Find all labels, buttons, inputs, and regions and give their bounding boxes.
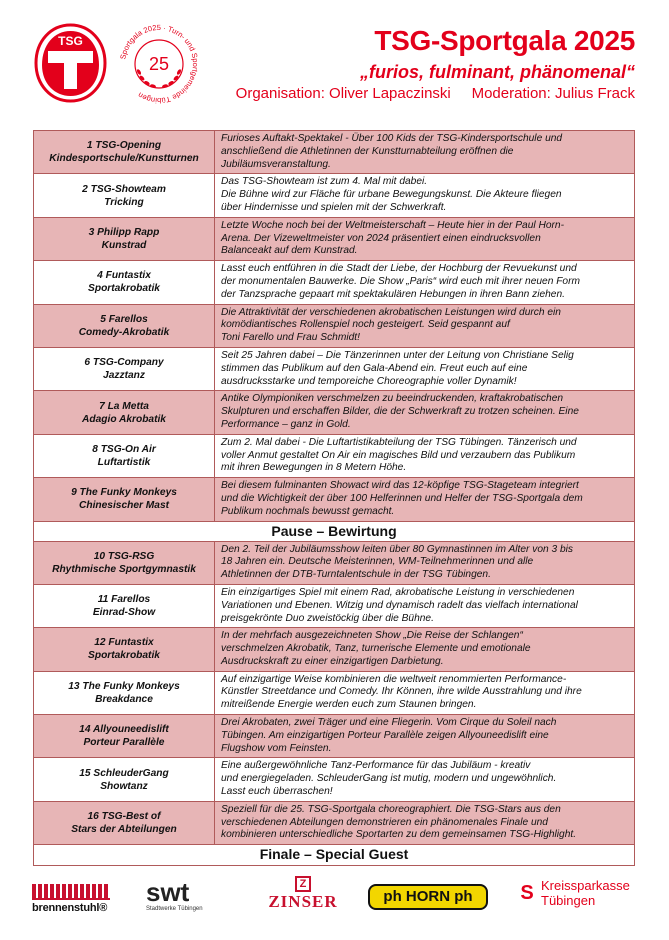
description-line: Performance – ganz in Gold. (221, 418, 351, 430)
program-row (34, 478, 634, 521)
sponsor-bar (30, 872, 640, 922)
act-discipline: Comedy-Akrobatik (78, 326, 170, 338)
act-title (34, 174, 215, 216)
description-line: Tübingen. Am einzigartigen Porteur Parallèle zeigen Allyouneedislift eine (221, 729, 549, 741)
description-line: Athletinnen der DTB-Turntalentschule in der TSG Tübingen. (221, 569, 491, 581)
act-description (215, 261, 634, 303)
zinser-mark: Z (295, 876, 311, 892)
description-line: verschiedenen Abteilungen demonstrieren ein phänomenales Finale und (221, 816, 548, 828)
act-discipline: Adagio Akrobatik (82, 413, 166, 425)
act-title (34, 348, 215, 390)
brennenstuhl-name: brennenstuhl® (32, 902, 108, 914)
swt-name: swt (146, 877, 190, 907)
sponsor-zinser (268, 874, 338, 912)
brennenstuhl-logo-bar (32, 884, 110, 900)
act-description (215, 672, 634, 714)
description-line: Den 2. Teil der Jubiläumsshow leiten über 80 Gymnastinnen im Alter von 3 bis (221, 543, 574, 555)
header-title-block (236, 24, 635, 104)
description-line: und die Wichtigkeit der über 100 Helferinnen und Helfer der TSG-Sportgala dem (221, 492, 583, 504)
description-line: Auf einzigartige Weise kombinieren die weltweit renommierten Performance- (221, 673, 567, 685)
act-name: 1 TSG-Opening (86, 140, 162, 152)
page-subtitle: „furios, fulminant, phänomenal“ (359, 62, 635, 82)
act-name: 11 Farellos (97, 594, 151, 606)
act-discipline: Porteur Parallèle (83, 737, 165, 749)
description-line: und energiegeladen. SchleuderGang ist mutig, modern und ungewöhnlich. (221, 773, 557, 785)
description-line: komödiantisches Rollenspiel noch gesteigert. Seid gespannt auf (221, 319, 510, 331)
intermission-label: Pause – Bewirtung (34, 522, 634, 542)
act-title (34, 628, 215, 670)
sponsor-kreissparkasse (518, 878, 630, 908)
program-row (34, 542, 634, 585)
act-name: 5 Farellos (100, 313, 148, 325)
description-line: der monumentalen Bauwerke. Die Show „Paris“ wird euch mit ihrer neuen Form (221, 275, 580, 287)
program-row (34, 715, 634, 758)
act-description (215, 305, 634, 347)
description-line: Künstler Streetdance und Comedy. Ihr Können, ihre wilde Ausstrahlung und ihre (221, 686, 582, 698)
tsg-logo (34, 23, 107, 103)
act-discipline: Luftartistik (97, 456, 151, 468)
act-description (215, 715, 634, 757)
act-name: 9 The Funky Monkeys (71, 487, 177, 499)
act-title (34, 305, 215, 347)
act-name: 6 TSG-Company (84, 357, 164, 369)
act-title (34, 261, 215, 303)
act-title (34, 218, 215, 260)
description-line: mit ihren Bewegungen in 8 Metern Höhe. (221, 462, 407, 474)
description-line: anschließend die Athletinnen der Kunstturnabteilung eröffnen die (221, 145, 514, 157)
description-line: 18 Jahren ein. Deutsche Meisterinnen, WM-Teilnehmerinnen und alle (221, 556, 534, 568)
description-line: ausdrucksstarke und temporeiche Choreographie voller Dynamik! (221, 375, 517, 387)
act-name: 15 SchleuderGang (79, 767, 169, 779)
tsg-logo-text: TSG (58, 34, 83, 48)
act-discipline: Stars der Abteilungen (71, 824, 177, 836)
description-line: der Tanzsprache gepaart mit spektakulären Hebungen in ihren Bann ziehen. (221, 288, 565, 300)
description-line: mitreißende Energie werden euch zum Staunen bringen. (221, 699, 477, 711)
credits-line: Organisation: Oliver Lapaczinski Moderation: Julius Frack (235, 85, 635, 102)
act-discipline: Showtanz (100, 780, 148, 792)
description-line: Lasst euch überraschen! (221, 786, 333, 798)
act-title (34, 758, 215, 800)
act-name: 8 TSG-On Air (92, 443, 156, 455)
act-discipline: Sportakrobatik (88, 283, 160, 295)
program-row (34, 391, 634, 434)
description-line: Antike Olympioniken verschmelzen zu beeindruckenden, kraftakrobatischen (221, 393, 564, 405)
act-description (215, 435, 634, 477)
description-line: Furioses Auftakt-Spektakel - Über 100 Kids der TSG-Kindersportschule und (221, 133, 563, 144)
description-line: Die Bühne wird zur Fläche für urbane Bewegungskunst. Die Akteure fliegen (221, 189, 562, 201)
description-line: Ein einzigartiges Spiel mit einem Rad, akrobatische Leistung in verschiedenen (221, 586, 575, 598)
description-line: Drei Akrobaten, zwei Träger und eine Fliegerin. Vom Cirque du Soleil nach (221, 717, 557, 729)
description-line: Die Attraktivität der verschiedenen akrobatischen Leistungen wird durch ein (221, 306, 561, 318)
act-name: 13 The Funky Monkeys (68, 680, 180, 692)
program-row (34, 218, 634, 261)
description-line: preisgekrönte Duo zweistöckig über die Bühne. (221, 612, 434, 624)
act-name: 14 Allyouneedislift (79, 724, 169, 736)
act-description (215, 478, 634, 520)
act-discipline: Kindesportschule/Kunstturnen (49, 153, 199, 165)
ksk-name: Kreissparkasse (541, 878, 630, 893)
description-line: Zum 2. Mal dabei - Die Luftartistikabteilung der TSG Tübingen. Tänzerisch und (221, 436, 577, 448)
description-line: Letzte Woche noch bei der Weltmeisterschaft – Heute hier in der Paul Horn- (221, 219, 564, 231)
program-row (34, 305, 634, 348)
act-discipline: Einrad-Show (92, 607, 156, 619)
act-description (215, 348, 634, 390)
description-line: Jubiläumsveranstaltung. (221, 158, 331, 170)
description-line: Bei diesem fulminanten Showact wird das 12-köpfige TSG-Stageteam integriert (221, 480, 579, 492)
finale-label: Finale – Special Guest (34, 845, 634, 865)
description-line: voller Anmut gestaltet On Air ein magisches Bild und verzaubern das Publikum (221, 449, 576, 461)
act-description (215, 585, 634, 627)
act-description (215, 131, 634, 173)
act-discipline: Chinesischer Mast (78, 500, 170, 512)
description-line: Toni Farello und Frau Schmidt! (221, 332, 360, 344)
description-line: über Hindernisse und spielen mit der Schwerkraft. (221, 201, 447, 213)
program-row (34, 348, 634, 391)
description-line: Arena. Der Vizeweltmeister von 2024 präsentiert einen eindrucksvollen (221, 232, 541, 244)
program-row (34, 585, 634, 628)
act-title (34, 802, 215, 844)
zinser-name: ZINSER (268, 892, 338, 911)
act-name: 2 TSG-Showteam (82, 183, 166, 195)
description-line: Skulpturen und erschaffen Bilder, die der Schwerkraft zu trotzen scheinen. Eine (221, 406, 579, 418)
anniversary-number: 25 (148, 54, 170, 74)
program-row (34, 758, 634, 801)
description-line: Variationen und Ebenen. Witzig und dynamisch radelt das vielfach international (221, 599, 578, 611)
page-title: TSG-Sportgala 2025 (374, 25, 635, 56)
act-name: 7 La Metta (99, 400, 149, 412)
description-line: kombinieren unterschiedliche Sportarten zu dem gemeinsamen TSG-Highlight. (221, 829, 577, 841)
act-discipline: Tricking (104, 196, 144, 208)
description-line: In der mehrfach ausgezeichneten Show „Die Reise der Schlangen“ (221, 630, 523, 642)
act-description (215, 758, 634, 800)
act-name: 16 TSG-Best of (87, 811, 161, 823)
sponsor-paul-horn: ph HORN ph (368, 884, 488, 910)
swt-subtitle: Stadtwerke Tübingen (146, 906, 203, 912)
act-title (34, 435, 215, 477)
program-row (34, 628, 634, 671)
sparkasse-s-icon: S (520, 882, 534, 904)
act-name: 12 Funtastix (94, 637, 154, 649)
program-row (34, 672, 634, 715)
act-title (34, 585, 215, 627)
program-row (34, 131, 634, 174)
act-name: 10 TSG-RSG (93, 550, 155, 562)
ksk-city: Tübingen (541, 893, 596, 908)
act-discipline: Kunstrad (101, 239, 147, 251)
anniversary-ring-text: Sportgala 2025 · Turn- und Sportgemeinde Tübingen (118, 22, 201, 106)
act-discipline: Sportakrobatik (88, 650, 160, 662)
sponsor-swt (146, 878, 203, 912)
act-description (215, 628, 634, 670)
act-discipline: Rhythmische Sportgymnastik (52, 563, 196, 575)
act-description (215, 218, 634, 260)
program-row (34, 435, 634, 478)
act-description (215, 542, 634, 584)
description-line: Eine außergewöhnliche Tanz-Performance für das Jubiläum - kreativ (221, 760, 531, 772)
description-line: Flugshow vom Feinsten. (221, 742, 332, 754)
act-title (34, 542, 215, 584)
act-description (215, 802, 634, 844)
act-description (215, 174, 634, 216)
act-description (215, 391, 634, 433)
anniversary-logo (117, 22, 201, 106)
act-discipline: Jazztanz (103, 370, 145, 382)
act-title (34, 391, 215, 433)
description-line: stimmen das Publikum auf den Gala-Abend ein. Freut euch auf eine (221, 362, 528, 374)
act-title (34, 672, 215, 714)
description-line: Ausdruckskraft zu einer einzigartigen Darbietung. (221, 655, 444, 667)
program-row (34, 261, 634, 304)
act-discipline: Breakdance (95, 693, 153, 705)
act-name: 3 Philipp Rapp (88, 226, 160, 238)
program-row (34, 802, 634, 845)
description-line: Balanceakt auf dem Kunstrad. (221, 245, 358, 257)
sponsor-brennenstuhl (32, 884, 110, 914)
description-line: Speziell für die 25. TSG-Sportgala choreographiert. Die TSG-Stars aus den (221, 803, 561, 815)
act-name: 4 Funtastix (97, 270, 151, 282)
description-line: Seit 25 Jahren dabei – Die Tänzerinnen unter der Leitung von Christiane Selig (221, 349, 574, 361)
description-line: Publikum nochmals bewusst gemacht. (221, 505, 395, 517)
description-line: Das TSG-Showteam ist zum 4. Mal mit dabei. (221, 176, 428, 188)
program-table (33, 130, 635, 866)
program-row (34, 174, 634, 217)
description-line: verschmelzen Akrobatik, Tanz, turnerische Elemente und emotionale (221, 643, 531, 655)
description-line: Lasst euch entführen in die Stadt der Liebe, der Hochburg der Revuekunst und (221, 263, 577, 275)
act-title (34, 478, 215, 520)
act-title (34, 715, 215, 757)
act-title (34, 131, 215, 173)
